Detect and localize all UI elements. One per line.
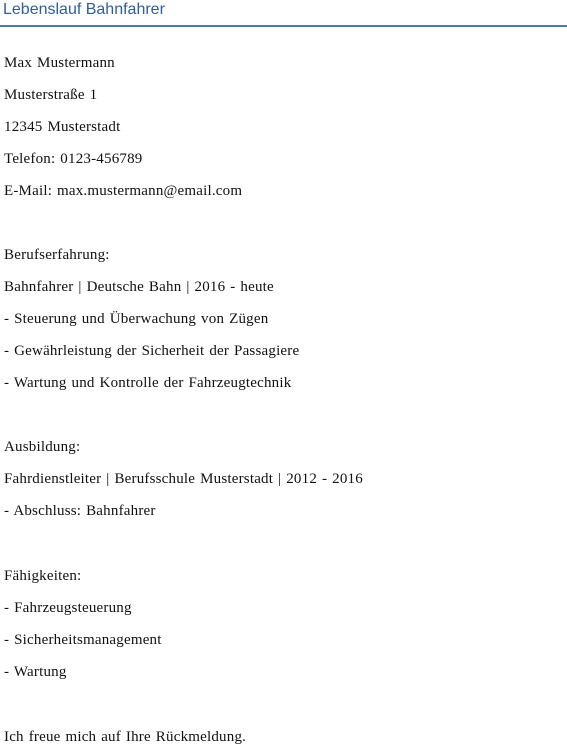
contact-city: 12345 Musterstadt [4,119,121,135]
contact-street: Musterstraße 1 [4,87,98,103]
skills-heading: Fähigkeiten: [4,568,82,584]
experience-item: - Steuerung und Überwachung von Zügen [4,311,269,327]
title-bar [0,0,567,27]
experience-item: - Gewährleistung der Sicherheit der Passagiere [4,343,300,359]
skills-item: - Sicherheitsmanagement [4,632,162,648]
contact-name: Max Mustermann [4,55,115,71]
education-position: Fahrdienstleiter | Berufsschule Musterstadt | 2012 - 2016 [4,471,363,487]
closing-line: Ich freue mich auf Ihre Rückmeldung. [4,729,247,745]
contact-phone: Telefon: 0123-456789 [4,151,143,167]
experience-heading: Berufserfahrung: [4,247,110,263]
experience-position: Bahnfahrer | Deutsche Bahn | 2016 - heute [4,279,274,295]
contact-email: E-Mail: max.mustermann@email.com [4,183,243,199]
experience-item: - Wartung und Kontrolle der Fahrzeugtechnik [4,375,292,391]
skills-item: - Wartung [4,664,67,680]
skills-item: - Fahrzeugsteuerung [4,600,132,616]
document-title: Lebenslauf Bahnfahrer [3,1,165,18]
education-heading: Ausbildung: [4,439,81,455]
education-item: - Abschluss: Bahnfahrer [4,503,156,519]
